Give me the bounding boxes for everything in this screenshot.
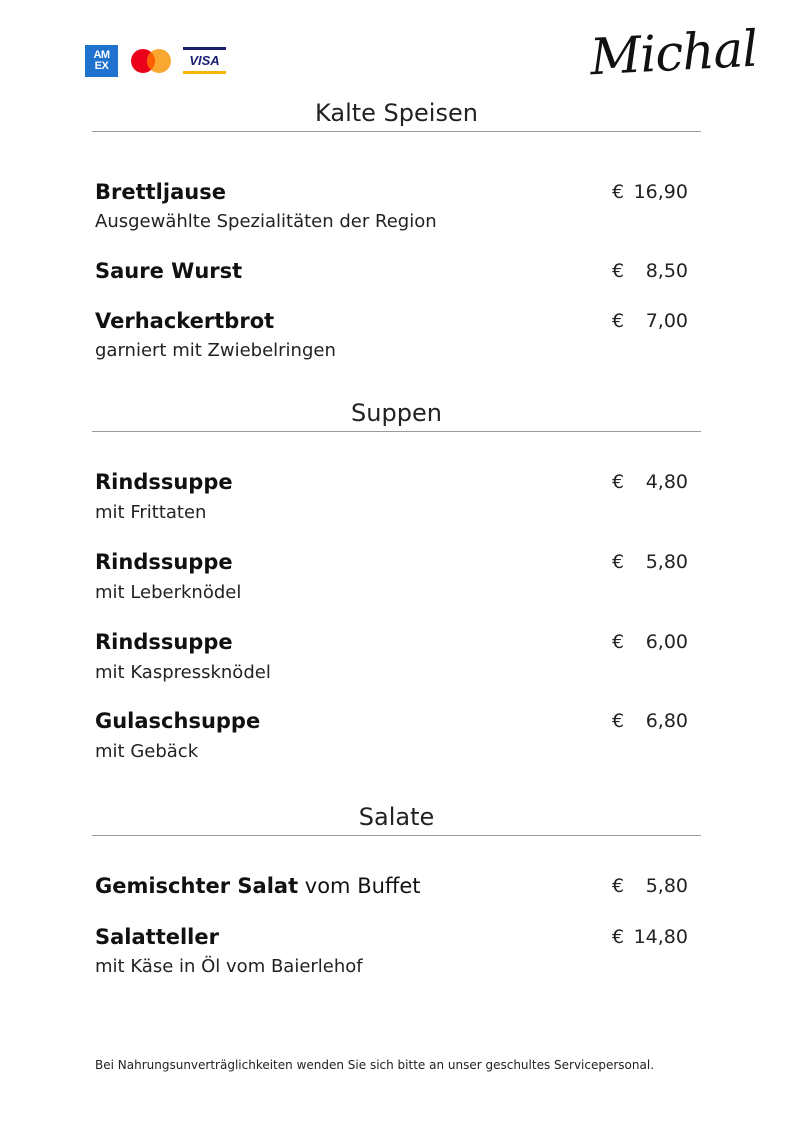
menu-item-description: Ausgewählte Spezialitäten der Region bbox=[95, 211, 437, 232]
price-currency: € bbox=[612, 551, 625, 573]
price-currency: € bbox=[612, 181, 625, 203]
menu-item-name: Brettljause bbox=[95, 180, 226, 204]
price-amount: 5,80 bbox=[645, 551, 688, 573]
amex-logo-line-1: AM bbox=[93, 49, 110, 61]
mastercard-logo bbox=[130, 48, 172, 74]
menu-item-name: Rindssuppe bbox=[95, 470, 233, 494]
menu-item-name-suffix: vom Buffet bbox=[298, 874, 421, 898]
menu-item-price bbox=[612, 179, 688, 205]
price-currency: € bbox=[612, 310, 625, 332]
section-divider bbox=[92, 131, 701, 132]
menu-item-name: Gulaschsuppe bbox=[95, 709, 261, 733]
price-currency: € bbox=[612, 710, 625, 732]
price-amount: 14,80 bbox=[633, 926, 688, 948]
menu-item-price bbox=[612, 549, 688, 575]
menu-item-name-bold: Gemischter Salat bbox=[95, 874, 299, 898]
visa-logo: VISA bbox=[183, 47, 226, 74]
price-amount: 6,00 bbox=[645, 631, 688, 653]
menu-item-name: Saure Wurst bbox=[95, 259, 243, 283]
menu-item-price bbox=[612, 708, 688, 734]
section-divider bbox=[92, 431, 701, 432]
menu-item-price bbox=[612, 629, 688, 655]
section-divider bbox=[92, 835, 701, 836]
price-currency: € bbox=[612, 260, 625, 282]
section-title-kalte-speisen: Kalte Speisen bbox=[315, 99, 478, 127]
price-currency: € bbox=[612, 631, 625, 653]
price-amount: 6,80 bbox=[645, 710, 688, 732]
menu-item-price bbox=[612, 924, 688, 950]
menu-item-description: mit Frittaten bbox=[95, 502, 207, 523]
allergy-notice: Bei Nahrungsunverträglichkeiten wenden Sie sich bitte an unser geschultes Servicepersonal. bbox=[95, 1058, 655, 1072]
price-amount: 7,00 bbox=[645, 310, 688, 332]
amex-logo-line-2: EX bbox=[94, 60, 109, 72]
menu-item-description: mit Gebäck bbox=[95, 741, 199, 762]
menu-item-name bbox=[95, 873, 421, 899]
menu-item-name: Salatteller bbox=[95, 925, 219, 949]
price-amount: 8,50 bbox=[645, 260, 688, 282]
menu-item-description: garniert mit Zwiebelringen bbox=[95, 340, 336, 361]
price-currency: € bbox=[612, 875, 625, 897]
price-amount: 5,80 bbox=[645, 875, 688, 897]
menu-item-price bbox=[612, 308, 688, 334]
price-currency: € bbox=[612, 471, 625, 493]
menu-item-description: mit Käse in Öl vom Baierlehof bbox=[95, 956, 363, 977]
brand-logo: Michal bbox=[588, 19, 759, 87]
price-amount: 4,80 bbox=[645, 471, 688, 493]
menu-item-description: mit Kaspressknödel bbox=[95, 662, 271, 683]
menu-item-name: Rindssuppe bbox=[95, 630, 233, 654]
section-title-suppen: Suppen bbox=[351, 399, 442, 427]
price-currency: € bbox=[612, 926, 625, 948]
menu-item-description: mit Leberknödel bbox=[95, 582, 242, 603]
amex-logo bbox=[85, 45, 118, 77]
menu-item-price bbox=[612, 873, 688, 899]
menu-item-price bbox=[612, 258, 688, 284]
menu-item-name: Rindssuppe bbox=[95, 550, 233, 574]
menu-item-name: Verhackertbrot bbox=[95, 309, 275, 333]
price-amount: 16,90 bbox=[633, 181, 688, 203]
menu-item-price bbox=[612, 469, 688, 495]
section-title-salate: Salate bbox=[358, 803, 435, 831]
